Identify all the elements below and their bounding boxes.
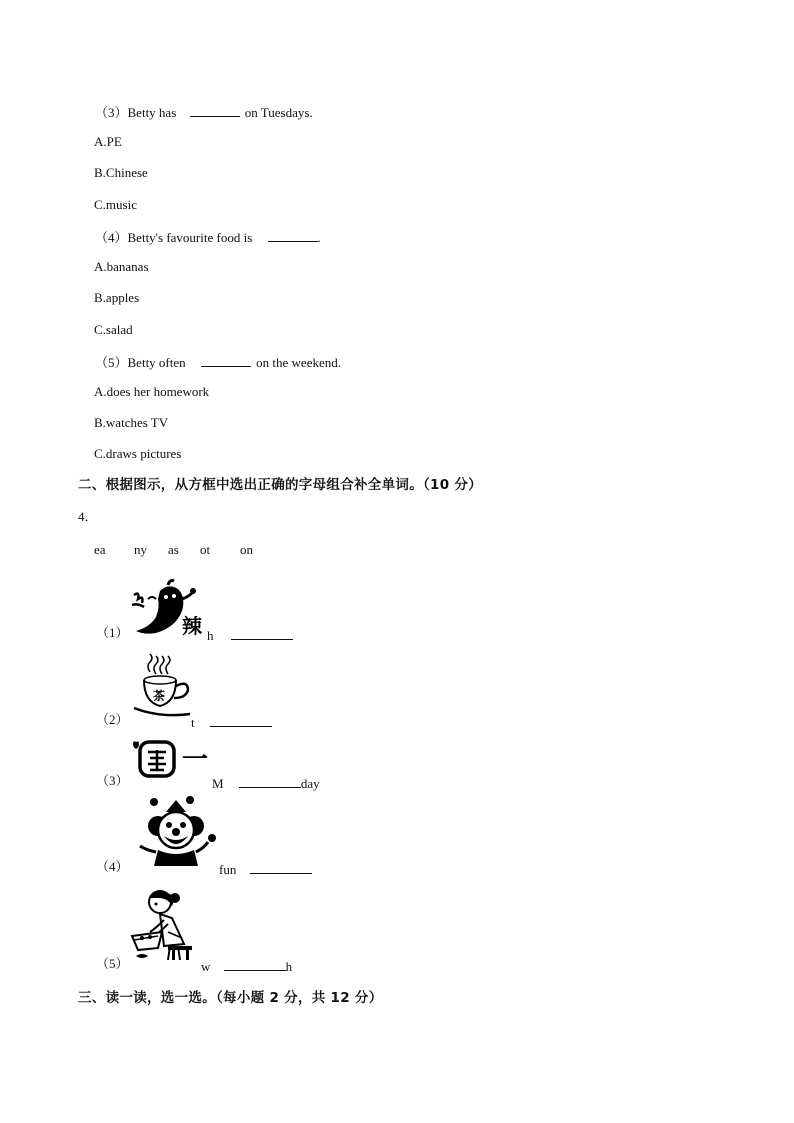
question-5-stem <box>95 353 341 371</box>
monday-calendar-icon <box>130 740 214 782</box>
item-number: （5） <box>96 956 129 971</box>
girl-washing-icon <box>128 888 204 968</box>
question-stem-before: Betty often <box>127 355 186 370</box>
word-prefix: M <box>212 776 224 791</box>
answer-blank[interactable] <box>239 774 301 788</box>
item-number: （4） <box>96 859 129 874</box>
section-3-heading: 三、读一读，选一选。（每小题 2 分，共 12 分） <box>78 990 383 1006</box>
item-4-word <box>219 860 312 878</box>
item-4 <box>96 859 129 875</box>
question-number: 4． <box>78 509 98 524</box>
option-c[interactable]: C.draws pictures <box>94 446 182 461</box>
item-number: （2） <box>96 712 129 727</box>
option-a[interactable]: A.PE <box>94 134 122 149</box>
section-2-heading: 二、根据图示，从方框中选出正确的字母组合补全单词。（10 分） <box>78 477 483 493</box>
picture-caption: 茶 <box>153 689 166 703</box>
question-stem-before: Betty's favourite food is <box>127 230 253 245</box>
item-3 <box>96 773 129 789</box>
option-b[interactable]: B.Chinese <box>94 165 148 180</box>
word-suffix: h <box>285 959 293 974</box>
word-bank-item: ea <box>94 542 106 557</box>
item-2-word <box>191 713 272 731</box>
option-c[interactable]: C.salad <box>94 322 133 337</box>
question-number: （5） <box>95 355 128 370</box>
option-c[interactable]: C.music <box>94 197 137 212</box>
question-3-stem <box>95 103 313 121</box>
question-stem-before: Betty has <box>127 105 177 120</box>
item-2 <box>96 712 129 728</box>
question-stem-after: on the weekend. <box>256 355 341 370</box>
question-stem-after: . <box>317 230 321 245</box>
word-bank-item: ny <box>134 542 147 557</box>
answer-blank[interactable] <box>224 957 286 971</box>
answer-blank[interactable] <box>250 860 312 874</box>
word-bank <box>94 542 253 558</box>
clown-icon <box>136 796 218 868</box>
item-number: （3） <box>96 773 129 788</box>
word-suffix: day <box>300 776 320 791</box>
item-1-word <box>207 626 293 644</box>
word-prefix: fun <box>219 862 237 877</box>
question-number: （3） <box>95 105 128 120</box>
word-bank-item: ot <box>200 542 211 557</box>
word-prefix: t <box>191 715 195 730</box>
answer-blank[interactable] <box>210 713 272 727</box>
item-number: （1） <box>96 625 129 640</box>
question-stem-after: on Tuesdays. <box>244 105 313 120</box>
option-a[interactable]: A.does her homework <box>94 384 210 399</box>
word-bank-item: as <box>168 542 179 557</box>
item-1 <box>96 625 129 641</box>
word-prefix: w <box>201 959 211 974</box>
answer-blank[interactable] <box>231 626 293 640</box>
picture-caption: 辣 <box>182 614 202 638</box>
tea-cup-icon <box>130 656 200 722</box>
answer-blank[interactable] <box>268 228 318 242</box>
item-3-word <box>212 774 320 792</box>
word-prefix: h <box>207 628 214 643</box>
item-5 <box>96 956 129 972</box>
option-a[interactable]: A.bananas <box>94 259 149 274</box>
picture-caption: 一 <box>182 745 209 775</box>
option-b[interactable]: B.apples <box>94 290 140 305</box>
answer-blank[interactable] <box>190 103 240 117</box>
answer-blank[interactable] <box>201 353 251 367</box>
hot-pepper-icon <box>130 577 210 637</box>
question-number: （4） <box>95 230 128 245</box>
option-b[interactable]: B.watches TV <box>94 415 169 430</box>
word-bank-item: on <box>240 542 253 557</box>
question-4-stem <box>95 228 321 246</box>
item-5-word <box>201 957 292 975</box>
